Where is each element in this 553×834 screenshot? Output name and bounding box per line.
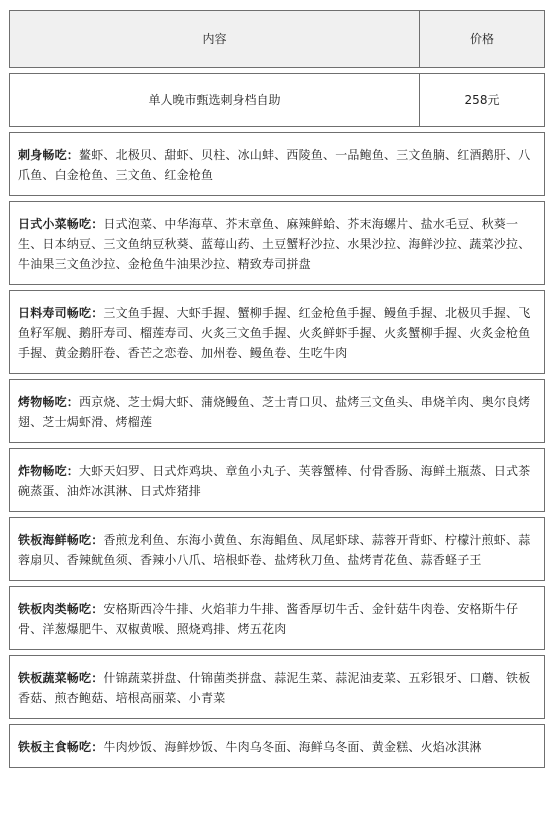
category-row-teppan-seafood [10,518,545,581]
menu-table [9,10,545,768]
category-row-japanese-sides [10,202,545,285]
category-name: 炸物畅吃： [18,464,80,478]
category-row-sushi [10,291,545,374]
category-cell [10,518,545,581]
header-price-cell: 价格 [420,11,545,68]
category-row-grilled [10,380,545,443]
category-items: 牛肉炒饭、海鲜炒饭、牛肉乌冬面、海鲜乌冬面、黄金糕、火焰冰淇淋 [103,740,482,754]
category-items: 西京烧、芝士焗大虾、蒲烧鳗鱼、芝士青口贝、盐烤三文鱼头、串烧羊肉、奥尔良烤翅、芝士焗虾滑、烤榴莲 [18,395,531,429]
category-cell [10,202,545,285]
category-items: 大虾天妇罗、日式炸鸡块、章鱼小丸子、芙蓉蟹棒、付骨香肠、海鲜土瓶蒸、日式茶碗蒸蛋、油炸冰淇淋、日式炸猪排 [18,464,531,498]
category-cell [10,725,545,768]
category-name: 烤物畅吃： [18,395,80,409]
package-row [10,74,545,127]
category-row-teppan-staples [10,725,545,768]
category-name: 日料寿司畅吃： [18,306,104,320]
category-cell [10,133,545,196]
category-items: 香煎龙利鱼、东海小黄鱼、东海鲳鱼、凤尾虾球、蒜蓉开背虾、柠檬汁煎虾、蒜蓉扇贝、香辣鱿鱼须、香辣小八爪、培根虾卷、盐烤秋刀鱼、盐烤青花鱼、蒜香蛏子王 [18,533,531,567]
category-items: 鳌虾、北极贝、甜虾、贝柱、冰山蚌、西陵鱼、一品鲍鱼、三文鱼腩、红酒鹅肝、八爪鱼、白金枪鱼、三文鱼、红金枪鱼 [18,148,531,182]
package-price: 258元 [420,74,545,127]
category-name: 刺身畅吃： [18,148,80,162]
category-name: 日式小菜畅吃： [18,217,104,231]
category-cell [10,291,545,374]
category-items: 什锦蔬菜拼盘、什锦菌类拼盘、蒜泥生菜、蒜泥油麦菜、五彩银牙、口蘑、铁板香菇、煎杏鲍菇、培根高丽菜、小青菜 [18,671,531,705]
package-name: 单人晚市甄选刺身档自助 [10,74,420,127]
category-row-sashimi [10,133,545,196]
category-cell [10,656,545,719]
category-row-teppan-meat [10,587,545,650]
category-cell [10,380,545,443]
header-content-cell: 内容 [10,11,420,68]
category-row-teppan-vegetables [10,656,545,719]
category-items: 日式泡菜、中华海草、芥末章鱼、麻辣鲜蛤、芥末海螺片、盐水毛豆、秋葵一生、日本纳豆、三文鱼纳豆秋葵、蓝莓山药、土豆蟹籽沙拉、水果沙拉、海鲜沙拉、蔬菜沙拉、牛油果三文鱼沙拉、金枪鱼牛油果沙拉、精致寿司拼盘 [18,217,531,271]
category-items: 三文鱼手握、大虾手握、蟹柳手握、红金枪鱼手握、鳗鱼手握、北极贝手握、飞鱼籽军舰、鹅肝寿司、榴莲寿司、火炙三文鱼手握、火炙鲜虾手握、火炙蟹柳手握、火炙金枪鱼手握、黄金鹅肝卷、香芒之恋卷、加州卷、鳗鱼卷、生吃牛肉 [18,306,531,360]
category-name: 铁板海鲜畅吃： [18,533,104,547]
category-name: 铁板肉类畅吃： [18,602,104,616]
table-header-row [10,11,545,68]
category-row-fried [10,449,545,512]
category-cell [10,449,545,512]
category-items: 安格斯西冷牛排、火焰菲力牛排、酱香厚切牛舌、金针菇牛肉卷、安格斯牛仔骨、洋葱爆肥牛、双椒黄喉、照烧鸡排、烤五花肉 [18,602,519,636]
category-name: 铁板主食畅吃： [18,740,104,754]
category-name: 铁板蔬菜畅吃： [18,671,104,685]
category-cell [10,587,545,650]
